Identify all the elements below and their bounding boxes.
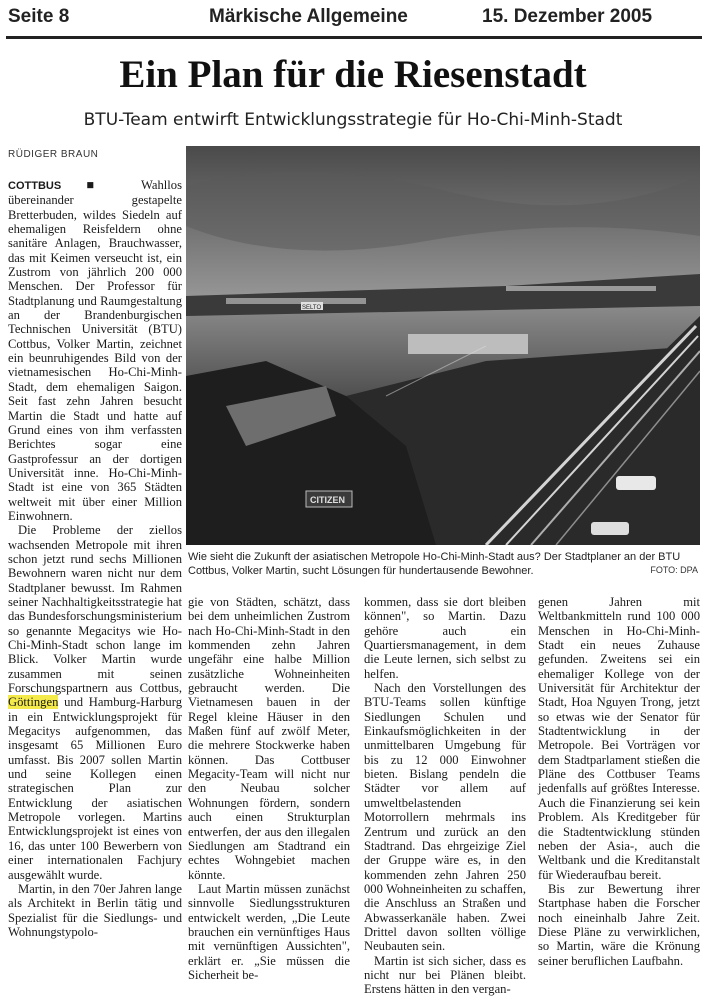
article-column-2 xyxy=(188,595,350,982)
article-column-4 xyxy=(538,595,700,968)
article-text: Martin, in den 70er Jahren lange als Architekt in Berlin tätig und Spezialist für die Siedlungs- und Wohnungstypolo- xyxy=(8,881,182,939)
issue-date: 15. Dezember 2005 xyxy=(482,6,653,27)
header-rule xyxy=(6,36,702,39)
article-paragraph xyxy=(364,954,526,997)
article-text: kommen, dass sie dort bleiben können", so Martin. Dazu gehöre auch ein Quartiersmanagement, in dem die Leute lernen, sich selbst zu helfen. xyxy=(364,595,526,681)
newspaper-name: Märkische Allgemeine xyxy=(209,6,408,27)
article-column-1 xyxy=(8,178,182,961)
article-paragraph xyxy=(8,523,182,882)
highlighted-word: Göttingen xyxy=(8,695,59,710)
article-paragraph xyxy=(364,681,526,954)
article-paragraph xyxy=(8,882,182,939)
car xyxy=(616,476,656,490)
car xyxy=(591,522,629,535)
ferry-boat xyxy=(408,334,528,354)
author-byline: RÜDIGER BRAUN xyxy=(8,149,99,160)
headline: Ein Plan für die Riesenstadt xyxy=(119,53,587,96)
sign-label: SELTO xyxy=(302,305,322,311)
dateline: COTTBUS xyxy=(8,180,62,192)
article-text: und Hamburg-Harburg in ein Entwicklungsprojekt für Megacitys aufgenommen, das insgesamt 65 Millionen Euro umfasst. Bis 2007 sollen Martin und seine Kollegen einen strategischen Plan zur Entwicklung der asiatischen Metropole vorlegen. Martins Entwicklungsprojekt ist eines von 16, das unter 100 Bewerbern von einer internationalen Fachjury ausgewählt wurde. xyxy=(8,695,182,882)
article-paragraph xyxy=(8,178,182,523)
subheadline: BTU-Team entwirft Entwicklungsstrategie für Ho-Chi-Minh-Stadt xyxy=(83,110,623,130)
far-lights xyxy=(506,286,656,291)
article-text: Die Probleme der ziellos wachsenden Metropole mit ihren schon jetzt rund sechs Millionen Bewohnern waren nicht nur dem Stadtplaner bewusst. Im Rahmen seiner Nachhaltigkeitsstrategie hat das Bundesforschungsministerium so genannte Megacitys wie Ho-Chi-Minh-Stadt schon lange im Blick. Volker Martin wurde zusammen mit seinen Forschungspartnern aus Cottbus, xyxy=(8,523,182,696)
article-text: Nach den Vorstellungen des BTU-Teams sollen künftige Siedlungen Schulen und Einkaufsmöglichkeiten in der unmittelbaren Umgebung für bis zu 12 000 Einwohner bieten. Bislang pendeln die Städter vor allem auf umweltbelastenden Motorrollern mehrmals ins Zentrum und zurück an den Stadtrand. Das ehrgeizige Ziel der Gruppe wäre es, in den kommenden zehn Jahren 250 000 Wohneinheiten zu schaffen, die Anschluss an Straßen und Abwasserkanäle haben. Zwei Drittel davon sollten völlige Neubauten sein. xyxy=(364,681,526,954)
article-text: gie von Städten, schätzt, dass bei dem unheimlichen Zustrom nach Ho-Chi-Minh-Stadt in den kommenden zehn Jahren ungefähr eine halbe Million zusätzliche Wohneinheiten gebraucht werden. Die Vietnamesen bauen in der Regel kleine Häuser in den Maßen fünf auf zwölf Meter, die mehrere Stockwerke haben können. Das Cottbuser Megacity-Team will nicht nur den Neubau solcher Wohnungen fördern, sondern auch einen Strukturplan entwerfen, der aus den illegalen Siedlungen am Stadtrand ein echtes Wohngebiet machen könnte. xyxy=(188,595,350,882)
article-paragraph xyxy=(538,882,700,968)
article-paragraph xyxy=(188,882,350,982)
foreground-trees xyxy=(186,361,436,545)
sign-label: CITIZEN xyxy=(310,495,345,505)
page-number: Seite 8 xyxy=(8,6,70,27)
dateline-marker: ■ xyxy=(86,178,117,192)
article-text: Laut Martin müssen zunächst sinnvolle Siedlungsstrukturen entwickelt werden, „Die Leute brauchen ein vernünftiges Haus mit vernünftigen Aussichten", erklärt er. „Sie müssen die Sicherheit be- xyxy=(188,881,350,982)
article-paragraph xyxy=(188,595,350,882)
photo-credit: FOTO: DPA xyxy=(650,565,698,575)
article-text: Martin ist sich sicher, dass es nicht nur bei Plänen bleibt. Erstens hätten in den vergan- xyxy=(364,953,526,997)
article-text: Wahllos übereinander gestapelte Bretterbuden, wildes Siedeln auf ehemaligen Reisfeldern ohne sanitäre Anlagen, Brauchwasser, das mit Keimen verseucht ist, ein Zustrom von jährlich 200 000 Menschen. Der Professor für Stadtplanung und Raumgestaltung an der Brandenburgischen Technischen Universität (BTU) Cottbus, Volker Martin, zeichnet ein beunruhigendes Bild von der vietnamesischen Ho-Chi-Minh-Stadt, dem ehemaligen Saigon. Seit fast zehn Jahren besucht Martin die Stadt und hatte auf Grund eines von ihm verfassten Berichtes sogar eine Gastprofessur an der dortigen Universität inne. Ho-Chi-Minh-Stadt ist eine von 365 Städten weltweit mit über einer Million Einwohnern. xyxy=(8,178,183,523)
far-lights xyxy=(226,298,366,304)
city-night-photo xyxy=(186,146,700,545)
article-column-3 xyxy=(364,595,526,997)
article-paragraph xyxy=(538,595,700,882)
article-photo xyxy=(186,146,700,545)
article-paragraph xyxy=(364,595,526,681)
article-text: Bis zur Bewertung ihrer Startphase haben die Forscher noch eineinhalb Jahre Zeit. Diese Pläne zu verwirklichen, so Martin, wäre die Krönung seiner beruflichen Laufbahn. xyxy=(538,881,700,968)
page-header xyxy=(0,0,706,40)
article-text: genen Jahren mit Weltbankmitteln rund 100 000 Menschen in Ho-Chi-Minh-Stadt ein neues Zuhause gefunden. Zweitens sei ein ehemaliger Kollege von der Universität für Architektur der Stadt, Hoa Nguyen Trong, jetzt so etwas wie der Senator für Stadtentwicklung in der Metropole. Bei Vorträgen vor dem Stadtparlament stießen die Pläne des Cottbuser Teams jedenfalls auf größtes Interesse. Auch die Finanzierung sei kein Problem. Als Kreditgeber für die Stadtentwicklung stünden neben der Asia-, auch die Weltbank und die Kreditanstalt für Wiederaufbau bereit. xyxy=(538,595,700,882)
photo-caption: Wie sieht die Zukunft der asiatischen Metropole Ho-Chi-Minh-Stadt aus? Der Stadtplaner an der BTU Cottbus, Volker Martin, sucht Lösungen für hundertausende Bewohner. xyxy=(188,551,681,577)
